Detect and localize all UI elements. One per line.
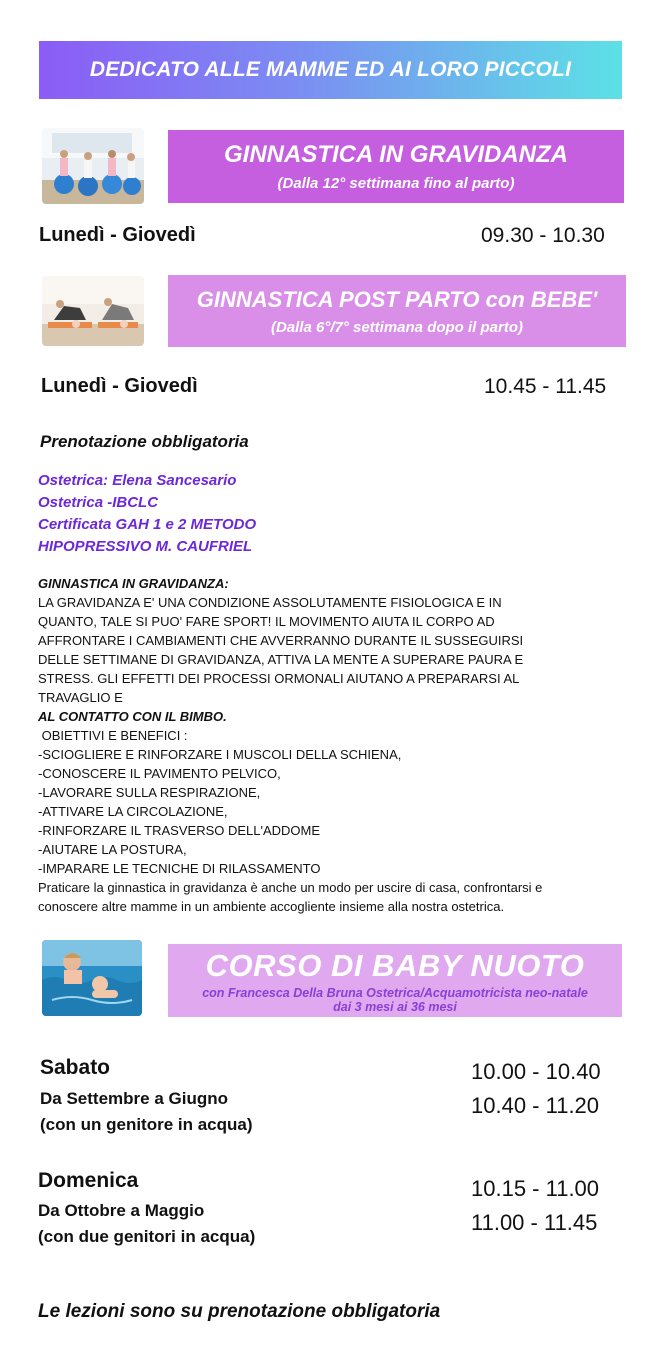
goal-item: -AIUTARE LA POSTURA, (38, 842, 187, 857)
goal-item: -LAVORARE SULLA RESPIRAZIONE, (38, 785, 261, 800)
pregnancy-title-box (168, 130, 624, 203)
postpartum-days: Lunedì - Giovedì (41, 375, 198, 397)
sunday-day: Domenica (38, 1169, 139, 1192)
pregnancy-title: GINNASTICA IN GRAVIDANZA (224, 141, 568, 168)
description-line: TRAVAGLIO E (38, 690, 123, 705)
credit-line: Ostetrica: Elena Sancesario (38, 472, 237, 489)
baby-swim-title-box (168, 944, 622, 1017)
time-slot: 10.40 - 11.20 (471, 1093, 600, 1118)
time-slot: 10.15 - 11.00 (471, 1176, 600, 1201)
sunday-period: Da Ottobre a Maggio (38, 1201, 205, 1220)
description-line: AFFRONTARE I CAMBIAMENTI CHE AVVERRANNO DURANTE IL SUSSEGUIRSI (38, 633, 524, 648)
postpartum-title: GINNASTICA POST PARTO con BEBE' (196, 286, 598, 312)
baby-swim-ages: dai 3 mesi ai 36 mesi (333, 999, 457, 1014)
credit-line: HIPOPRESSIVO M. CAUFRIEL (38, 538, 253, 555)
saturday-times (471, 1055, 601, 1123)
baby-swim-title: CORSO DI BABY NUOTO (205, 947, 585, 983)
saturday-details (40, 1086, 253, 1138)
header-banner (39, 41, 622, 99)
baby-swim-instructor: con Francesca Della Bruna Ostetrica/Acquamotricista neo-natale (202, 985, 588, 1000)
goal-item: -ATTIVARE LA CIRCOLAZIONE, (38, 804, 228, 819)
description-block (38, 574, 542, 916)
postpartum-subtitle: (Dalla 6°/7° settimana dopo il parto) (270, 318, 524, 336)
credit-line: Certificata GAH 1 e 2 METODO (38, 516, 257, 533)
postpartum-time: 10.45 - 11.45 (484, 375, 607, 398)
description-line: STRESS. GLI EFFETTI DEI PROCESSI ORMONALI AIUTANO A PREPARARSI AL (38, 671, 520, 686)
goal-item: -CONOSCERE IL PAVIMENTO PELVICO, (38, 766, 281, 781)
postpartum-class-photo (42, 276, 144, 346)
closing-line: conoscere altre mamme in un ambiente accogliente insieme alla nostra ostetrica. (38, 899, 505, 914)
description-subheading: AL CONTATTO CON IL BIMBO. (38, 709, 227, 724)
baby-swim-photo (42, 940, 142, 1016)
saturday-note: (con un genitore in acqua) (40, 1115, 253, 1134)
pregnancy-class-photo (42, 128, 144, 204)
sunday-times (471, 1172, 599, 1240)
pregnancy-time: 09.30 - 10.30 (481, 224, 605, 247)
sunday-note: (con due genitori in acqua) (38, 1227, 256, 1246)
closing-line: Praticare la ginnastica in gravidanza è anche un modo per uscire di casa, confrontarsi e (38, 880, 543, 895)
saturday-day: Sabato (40, 1056, 111, 1079)
saturday-period: Da Settembre a Giugno (40, 1089, 228, 1108)
pregnancy-subtitle: (Dalla 12° settimana fino al parto) (277, 175, 515, 192)
banner-title: DEDICATO ALLE MAMME ED AI LORO PICCOLI (89, 58, 572, 81)
credits-block (38, 470, 256, 558)
description-heading: GINNASTICA IN GRAVIDANZA: (38, 576, 229, 591)
postpartum-title-box (168, 275, 626, 347)
goal-item: -SCIOGLIERE E RINFORZARE I MUSCOLI DELLA SCHIENA, (38, 747, 402, 762)
description-line: QUANTO, TALE SI PUO' FARE SPORT! IL MOVIMENTO AIUTA IL CORPO AD (38, 614, 495, 629)
footer-note: Le lezioni sono su prenotazione obbligatoria (38, 1301, 441, 1322)
time-slot: 10.00 - 10.40 (471, 1059, 601, 1084)
time-slot: 11.00 - 11.45 (471, 1210, 598, 1235)
description-line: LA GRAVIDANZA E' UNA CONDIZIONE ASSOLUTAMENTE FISIOLOGICA E IN (38, 595, 502, 610)
goal-item: -RINFORZARE IL TRASVERSO DELL'ADDOME (38, 823, 321, 838)
goal-item: -IMPARARE LE TECNICHE DI RILASSAMENTO (38, 861, 321, 876)
booking-note: Prenotazione obbligatoria (40, 432, 249, 451)
credit-line: Ostetrica -IBCLC (38, 494, 159, 511)
goals-label: OBIETTIVI E BENEFICI : (38, 728, 188, 743)
pregnancy-days: Lunedì - Giovedì (39, 224, 196, 246)
sunday-details (38, 1198, 255, 1250)
description-line: DELLE SETTIMANE DI GRAVIDANZA, ATTIVA LA MENTE A SUPERARE PAURA E (38, 652, 524, 667)
